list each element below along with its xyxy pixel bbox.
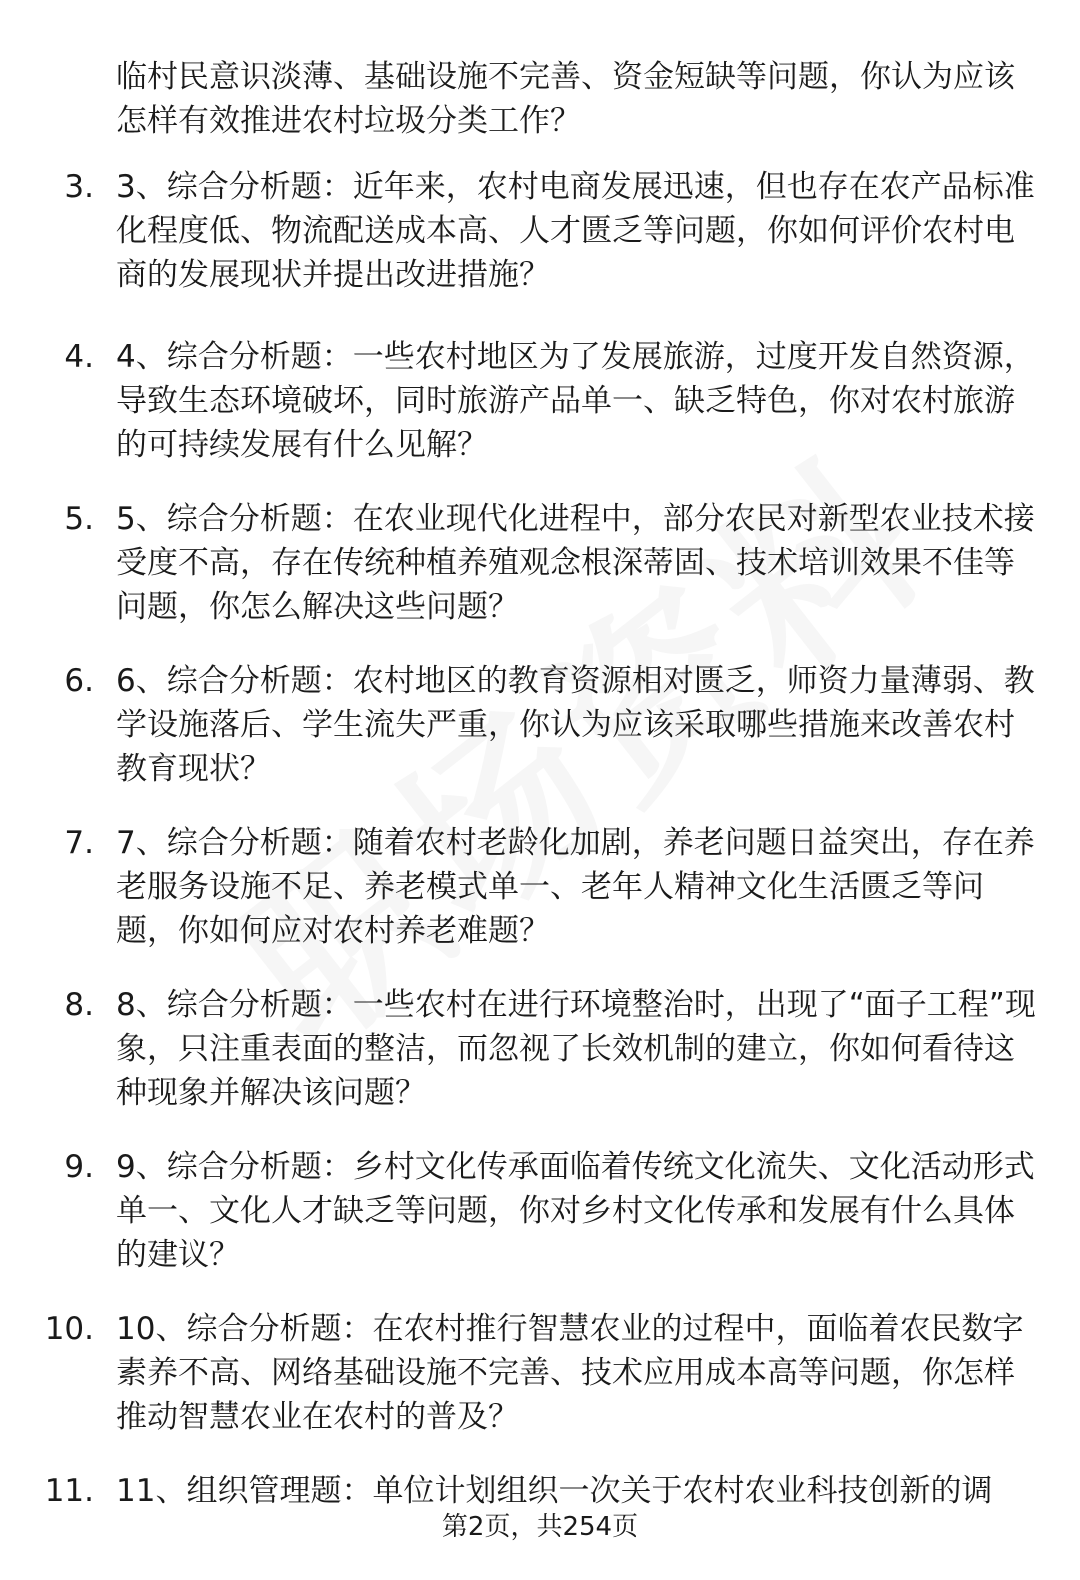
list-item-text: 10、综合分析题：在农村推行智慧农业的过程中，面临着农民数字素养不高、网络基础设施不完善、技术应用成本高等问题，你怎样推动智慧农业在农村的普及？: [116, 1311, 1024, 1435]
list-item-text: 11、组织管理题：单位计划组织一次关于农村农业科技创新的调: [116, 1473, 993, 1509]
list-item-number: 10.: [44, 1311, 94, 1347]
list-item-text: 7、综合分析题：随着农村老龄化加剧，养老问题日益突出，存在养老服务设施不足、养老模式单一、老年人精神文化生活匮乏等问题，你如何应对农村养老难题？: [116, 825, 1035, 949]
page-footer: 第2页，共254页: [441, 1512, 639, 1542]
list-item-text: 3、综合分析题：近年来，农村电商发展迅速，但也存在农产品标准化程度低、物流配送成本高、人才匮乏等问题，你如何评价农村电商的发展现状并提出改进措施？: [116, 169, 1035, 293]
list-item-number: 6.: [64, 663, 94, 699]
list-item-number: 8.: [64, 987, 94, 1023]
list-item-number: 3.: [64, 169, 94, 205]
list-item-number: 4.: [64, 339, 94, 375]
list-item-text: 5、综合分析题：在农业现代化进程中，部分农民对新型农业技术接受度不高，存在传统种植养殖观念根深蒂固、技术培训效果不佳等问题，你怎么解决这些问题？: [116, 501, 1035, 625]
list-item-number: 5.: [64, 501, 94, 537]
list-item-number: 7.: [64, 825, 94, 861]
continued-paragraph: 临村民意识淡薄、基础设施不完善、资金短缺等问题，你认为应该怎样有效推进农村垃圾分类工作？: [116, 59, 1015, 139]
list-item-number: 11.: [44, 1473, 94, 1509]
list-item-text: 9、综合分析题：乡村文化传承面临着传统文化流失、文化活动形式单一、文化人才缺乏等问题，你对乡村文化传承和发展有什么具体的建议？: [116, 1149, 1035, 1273]
list-item-text: 6、综合分析题：农村地区的教育资源相对匮乏，师资力量薄弱、教学设施落后、学生流失严重，你认为应该采取哪些措施来改善农村教育现状？: [116, 663, 1035, 787]
list-item-text: 8、综合分析题：一些农村在进行环境整治时，出现了“面子工程”现象，只注重表面的整洁，而忽视了长效机制的建立，你如何看待这种现象并解决该问题？: [116, 987, 1036, 1111]
list-item-number: 9.: [64, 1149, 94, 1185]
list-item-text: 4、综合分析题：一些农村地区为了发展旅游，过度开发自然资源，导致生态环境破坏，同时旅游产品单一、缺乏特色，你对农村旅游的可持续发展有什么见解？: [116, 339, 1035, 463]
